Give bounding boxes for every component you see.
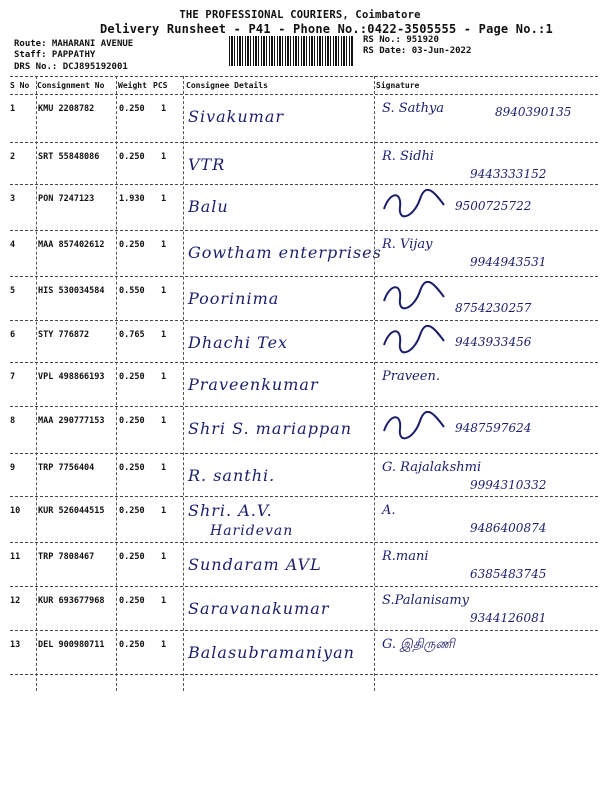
- row-sno: 8: [10, 416, 16, 426]
- runsheet-title: Delivery Runsheet - P41 - Phone No.:0422-3505555 - Page No.:1: [100, 22, 553, 36]
- row-consignment: KUR 693677968: [38, 596, 105, 606]
- table-row: [10, 231, 598, 277]
- row-sno: 11: [10, 552, 21, 562]
- row-sno: 12: [10, 596, 21, 606]
- signature-handwriting: S.Palanisamy: [382, 593, 470, 608]
- consignee-handwriting: Praveenkumar: [188, 375, 319, 394]
- consignee-handwriting-line2: Haridevan: [210, 523, 294, 539]
- row-weight: 0.765: [119, 330, 145, 340]
- phone-handwriting: 9443333152: [470, 167, 547, 181]
- consignee-handwriting: Balasubramaniyan: [188, 643, 355, 662]
- row-sno: 1: [10, 104, 16, 114]
- row-weight: 0.250: [119, 506, 145, 516]
- row-pcs: 1: [161, 596, 167, 606]
- row-consignment: KUR 526044515: [38, 506, 105, 516]
- row-sno: 4: [10, 240, 16, 250]
- col-sno: S No: [10, 81, 30, 90]
- table-body: [10, 95, 598, 675]
- signature-scribble: [380, 411, 450, 441]
- row-pcs: 1: [161, 463, 167, 473]
- rs-number: RS No.: 951920: [363, 35, 439, 45]
- row-sno: 6: [10, 330, 16, 340]
- consignee-handwriting: Sivakumar: [188, 107, 285, 126]
- row-weight: 0.250: [119, 463, 145, 473]
- consignee-handwriting: Gowtham enterprises: [188, 243, 382, 262]
- row-consignment: TRP 7808467: [38, 552, 95, 562]
- table-header: [10, 76, 598, 95]
- phone-handwriting: 8940390135: [495, 105, 572, 119]
- row-sno: 5: [10, 286, 16, 296]
- consignee-handwriting: R. santhi.: [188, 466, 276, 485]
- row-weight: 0.250: [119, 152, 145, 162]
- table-row: [10, 321, 598, 363]
- row-consignment: STY 776872: [38, 330, 90, 340]
- col-divider: [183, 76, 184, 691]
- phone-handwriting: 6385483745: [470, 567, 547, 581]
- signature-handwriting: R. Sidhi: [382, 149, 434, 164]
- row-pcs: 1: [161, 104, 167, 114]
- col-divider: [36, 76, 37, 691]
- table-row: [10, 454, 598, 497]
- consignee-handwriting: Saravanakumar: [188, 599, 330, 618]
- row-weight: 0.250: [119, 416, 145, 426]
- signature-handwriting: S. Sathya: [382, 101, 445, 116]
- row-consignment: KMU 2208782: [38, 104, 95, 114]
- row-consignment: TRP 7756404: [38, 463, 95, 473]
- row-weight: 1.930: [119, 194, 145, 204]
- row-pcs: 1: [161, 416, 167, 426]
- row-weight: 0.250: [119, 596, 145, 606]
- runsheet-table: [10, 76, 598, 675]
- phone-handwriting: 9344126081: [470, 611, 547, 625]
- col-consignee: Consignee Details: [186, 81, 268, 90]
- row-consignment: VPL 498866193: [38, 372, 105, 382]
- col-consignment: Consignment No: [37, 81, 105, 90]
- phone-handwriting: 9487597624: [455, 421, 532, 435]
- table-row: [10, 631, 598, 675]
- row-pcs: 1: [161, 552, 167, 562]
- signature-scribble: [380, 325, 450, 355]
- row-pcs: 1: [161, 286, 167, 296]
- table-row: [10, 587, 598, 631]
- consignee-handwriting: Balu: [188, 197, 229, 216]
- phone-handwriting: 8754230257: [455, 301, 532, 315]
- row-weight: 0.250: [119, 640, 145, 650]
- row-sno: 13: [10, 640, 21, 650]
- barcode: [229, 36, 354, 66]
- table-row: [10, 95, 598, 143]
- table-row: [10, 277, 598, 321]
- row-pcs: 1: [161, 640, 167, 650]
- col-signature: Signature: [376, 81, 420, 90]
- row-sno: 9: [10, 463, 16, 473]
- row-consignment: MAA 857402612: [38, 240, 105, 250]
- phone-handwriting: 9500725722: [455, 199, 532, 213]
- row-consignment: DEL 900980711: [38, 640, 105, 650]
- company-title: THE PROFESSIONAL COURIERS, Coimbatore: [179, 9, 421, 21]
- row-consignment: HIS 530034584: [38, 286, 105, 296]
- phone-handwriting: 9443933456: [455, 335, 532, 349]
- signature-handwriting: R.mani: [382, 549, 429, 564]
- consignee-handwriting: Sundaram AVL: [188, 555, 322, 574]
- row-weight: 0.250: [119, 240, 145, 250]
- col-divider: [374, 76, 375, 691]
- consignee-handwriting: Poorinima: [188, 289, 280, 308]
- row-pcs: 1: [161, 330, 167, 340]
- row-pcs: 1: [161, 506, 167, 516]
- consignee-handwriting: VTR: [188, 155, 226, 174]
- route-label: Route: MAHARANI AVENUE: [14, 39, 134, 49]
- signature-handwriting: G. Rajalakshmi: [382, 460, 482, 475]
- row-weight: 0.550: [119, 286, 145, 296]
- consignee-handwriting: Shri S. mariappan: [188, 419, 353, 438]
- table-row: [10, 543, 598, 587]
- row-sno: 3: [10, 194, 16, 204]
- row-sno: 2: [10, 152, 16, 162]
- signature-handwriting: R. Vijay: [382, 237, 433, 252]
- col-divider: [116, 76, 117, 691]
- drs-number: DRS No.: DCJ895192001: [14, 62, 128, 72]
- row-pcs: 1: [161, 194, 167, 204]
- consignee-handwriting: Dhachi Tex: [188, 333, 289, 352]
- row-pcs: 1: [161, 152, 167, 162]
- col-weight: Weight: [118, 81, 147, 90]
- phone-handwriting: 9486400874: [470, 521, 547, 535]
- phone-handwriting: 9994310332: [470, 478, 547, 492]
- row-consignment: PON 7247123: [38, 194, 95, 204]
- phone-handwriting: 9944943531: [470, 255, 547, 269]
- row-consignment: MAA 290777153: [38, 416, 105, 426]
- signature-handwriting: A.: [382, 503, 396, 518]
- row-sno: 7: [10, 372, 16, 382]
- row-sno: 10: [10, 506, 21, 516]
- row-weight: 0.250: [119, 552, 145, 562]
- signature-handwriting: Praveen.: [382, 369, 440, 384]
- signature-scribble: [380, 281, 450, 311]
- col-pcs: PCS: [153, 81, 168, 90]
- table-row: [10, 497, 598, 543]
- staff-label: Staff: PAPPATHY: [14, 50, 96, 60]
- row-weight: 0.250: [119, 104, 145, 114]
- signature-scribble: [380, 189, 450, 219]
- row-pcs: 1: [161, 240, 167, 250]
- table-row: [10, 143, 598, 185]
- row-weight: 0.250: [119, 372, 145, 382]
- table-row: [10, 407, 598, 454]
- table-row: [10, 185, 598, 231]
- table-row: [10, 363, 598, 407]
- consignee-handwriting: Shri. A.V.: [188, 501, 273, 520]
- signature-handwriting: G. இதிருணி: [382, 637, 455, 652]
- row-consignment: SRT 55848086: [38, 152, 100, 162]
- rs-date: RS Date: 03-Jun-2022: [363, 46, 472, 56]
- row-pcs: 1: [161, 372, 167, 382]
